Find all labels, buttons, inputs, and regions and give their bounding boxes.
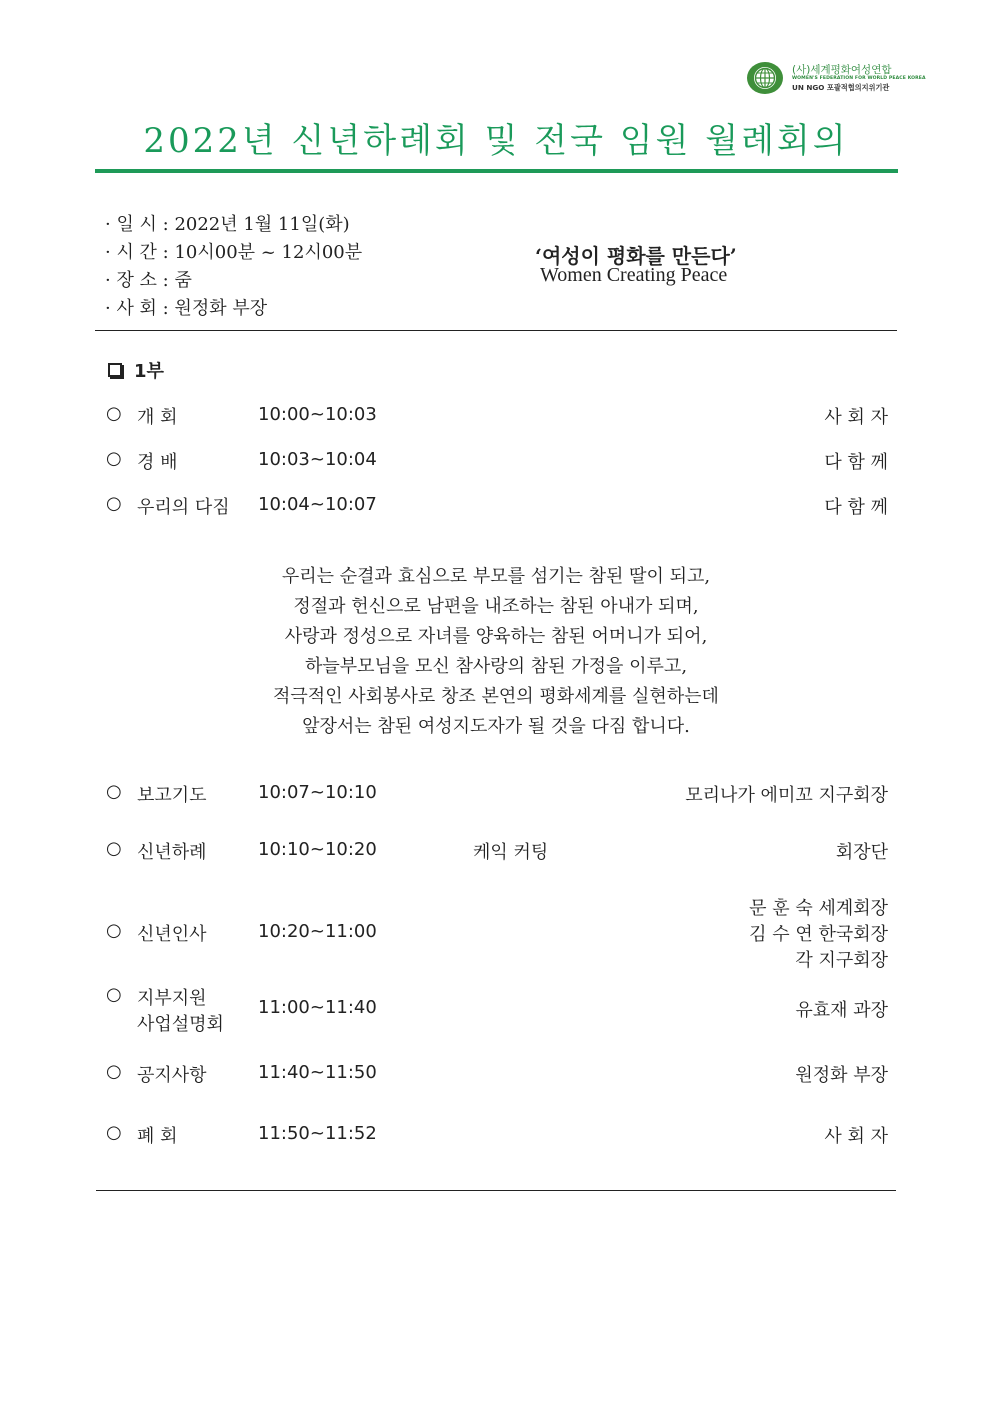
program-item-name: 폐 회 xyxy=(137,1126,178,1147)
info-divider xyxy=(95,330,897,331)
pledge-line: 사랑과 정성으로 자녀를 양육하는 참된 어머니가 되어, xyxy=(284,626,708,647)
pledge-line: 앞장서는 참된 여성지도자가 될 것을 다짐 합니다. xyxy=(302,716,690,737)
info-place: · 장 소 : 줌 xyxy=(105,270,192,291)
program-item-person: 모리나가 에미꼬 지구회장 xyxy=(685,785,888,806)
program-item-person: 문 훈 숙 세계회장 xyxy=(749,898,888,919)
program-item-name: 지부지원 xyxy=(137,988,207,1009)
program-item-name: 우리의 다짐 xyxy=(137,497,230,518)
program-item-time: 10:00~10:03 xyxy=(258,404,377,425)
program-item-person: 사 회 자 xyxy=(824,1126,888,1147)
circle-bullet-icon: ○ xyxy=(106,403,122,424)
info-host: · 사 회 : 원정화 부장 xyxy=(105,298,268,319)
circle-bullet-icon: ○ xyxy=(106,781,122,802)
program-item-time: 10:20~11:00 xyxy=(258,921,377,942)
program-item-person: 유효재 과장 xyxy=(795,1000,888,1021)
logo-ngo-status: UN NGO 포괄적협의지위기관 xyxy=(792,83,890,92)
pledge-line: 정절과 헌신으로 남편을 내조하는 참된 아내가 되며, xyxy=(293,596,699,617)
program-item-person: 회장단 xyxy=(835,842,888,863)
program-item-name: 신년인사 xyxy=(137,924,207,945)
program-item-time: 11:40~11:50 xyxy=(258,1062,377,1083)
program-item-time: 10:03~10:04 xyxy=(258,449,377,470)
program-item-time: 10:07~10:10 xyxy=(258,782,377,803)
logo-org-english: WOMEN'S FEDERATION FOR WORLD PEACE KOREA xyxy=(792,76,926,81)
pledge-text xyxy=(0,562,992,742)
checkbox-square-icon xyxy=(108,363,122,377)
document-title: 2022년 신년하례회 및 전국 임원 월례회의 xyxy=(143,121,849,161)
program-item-person: 원정화 부장 xyxy=(795,1065,888,1086)
circle-bullet-icon: ○ xyxy=(106,493,122,514)
program-item-person: 김 수 연 한국회장 xyxy=(749,924,888,945)
logo-org-name: (사)세계평화여성연합 xyxy=(792,64,892,76)
circle-bullet-icon: ○ xyxy=(106,1061,122,1082)
circle-bullet-icon: ○ xyxy=(106,984,122,1005)
info-date: · 일 시 : 2022년 1월 11일(화) xyxy=(105,214,350,235)
program-item-note: 케익 커팅 xyxy=(473,842,549,863)
circle-bullet-icon: ○ xyxy=(106,920,122,941)
info-time: · 시 간 : 10시00분 ~ 12시00분 xyxy=(105,242,363,263)
program-item-person: 다 함 께 xyxy=(824,497,888,518)
section-label: 1부 xyxy=(134,361,164,382)
program-item-person: 다 함 께 xyxy=(824,452,888,473)
pledge-line: 하늘부모님을 모신 참사랑의 참된 가정을 이루고, xyxy=(304,656,688,677)
program-item-name: 보고기도 xyxy=(137,785,207,806)
circle-bullet-icon: ○ xyxy=(106,1122,122,1143)
program-item-name: 개 회 xyxy=(137,407,178,428)
program-item-time: 11:00~11:40 xyxy=(258,997,377,1018)
program-item-time: 10:10~10:20 xyxy=(258,839,377,860)
slogan-korean: ‘여성이 평화를 만든다’ xyxy=(535,244,737,268)
org-logo xyxy=(746,61,926,97)
program-item-person: 사 회 자 xyxy=(824,407,888,428)
program-item-name-line2: 사업설명회 xyxy=(137,1014,224,1035)
program-item-time: 10:04~10:07 xyxy=(258,494,377,515)
globe-laurel-icon xyxy=(746,61,784,95)
program-item-person: 각 지구회장 xyxy=(795,950,888,971)
pledge-line: 우리는 순결과 효심으로 부모를 섬기는 참된 딸이 되고, xyxy=(281,566,711,587)
circle-bullet-icon: ○ xyxy=(106,448,122,469)
title-divider xyxy=(95,169,898,173)
bottom-divider xyxy=(96,1190,896,1191)
slogan-english: Women Creating Peace xyxy=(540,264,728,286)
program-item-name: 경 배 xyxy=(137,452,178,473)
program-item-name: 공지사항 xyxy=(137,1065,207,1086)
program-item-time: 11:50~11:52 xyxy=(258,1123,377,1144)
program-item-name: 신년하례 xyxy=(137,842,207,863)
circle-bullet-icon: ○ xyxy=(106,838,122,859)
pledge-line: 적극적인 사회봉사로 창조 본연의 평화세계를 실현하는데 xyxy=(273,686,719,707)
